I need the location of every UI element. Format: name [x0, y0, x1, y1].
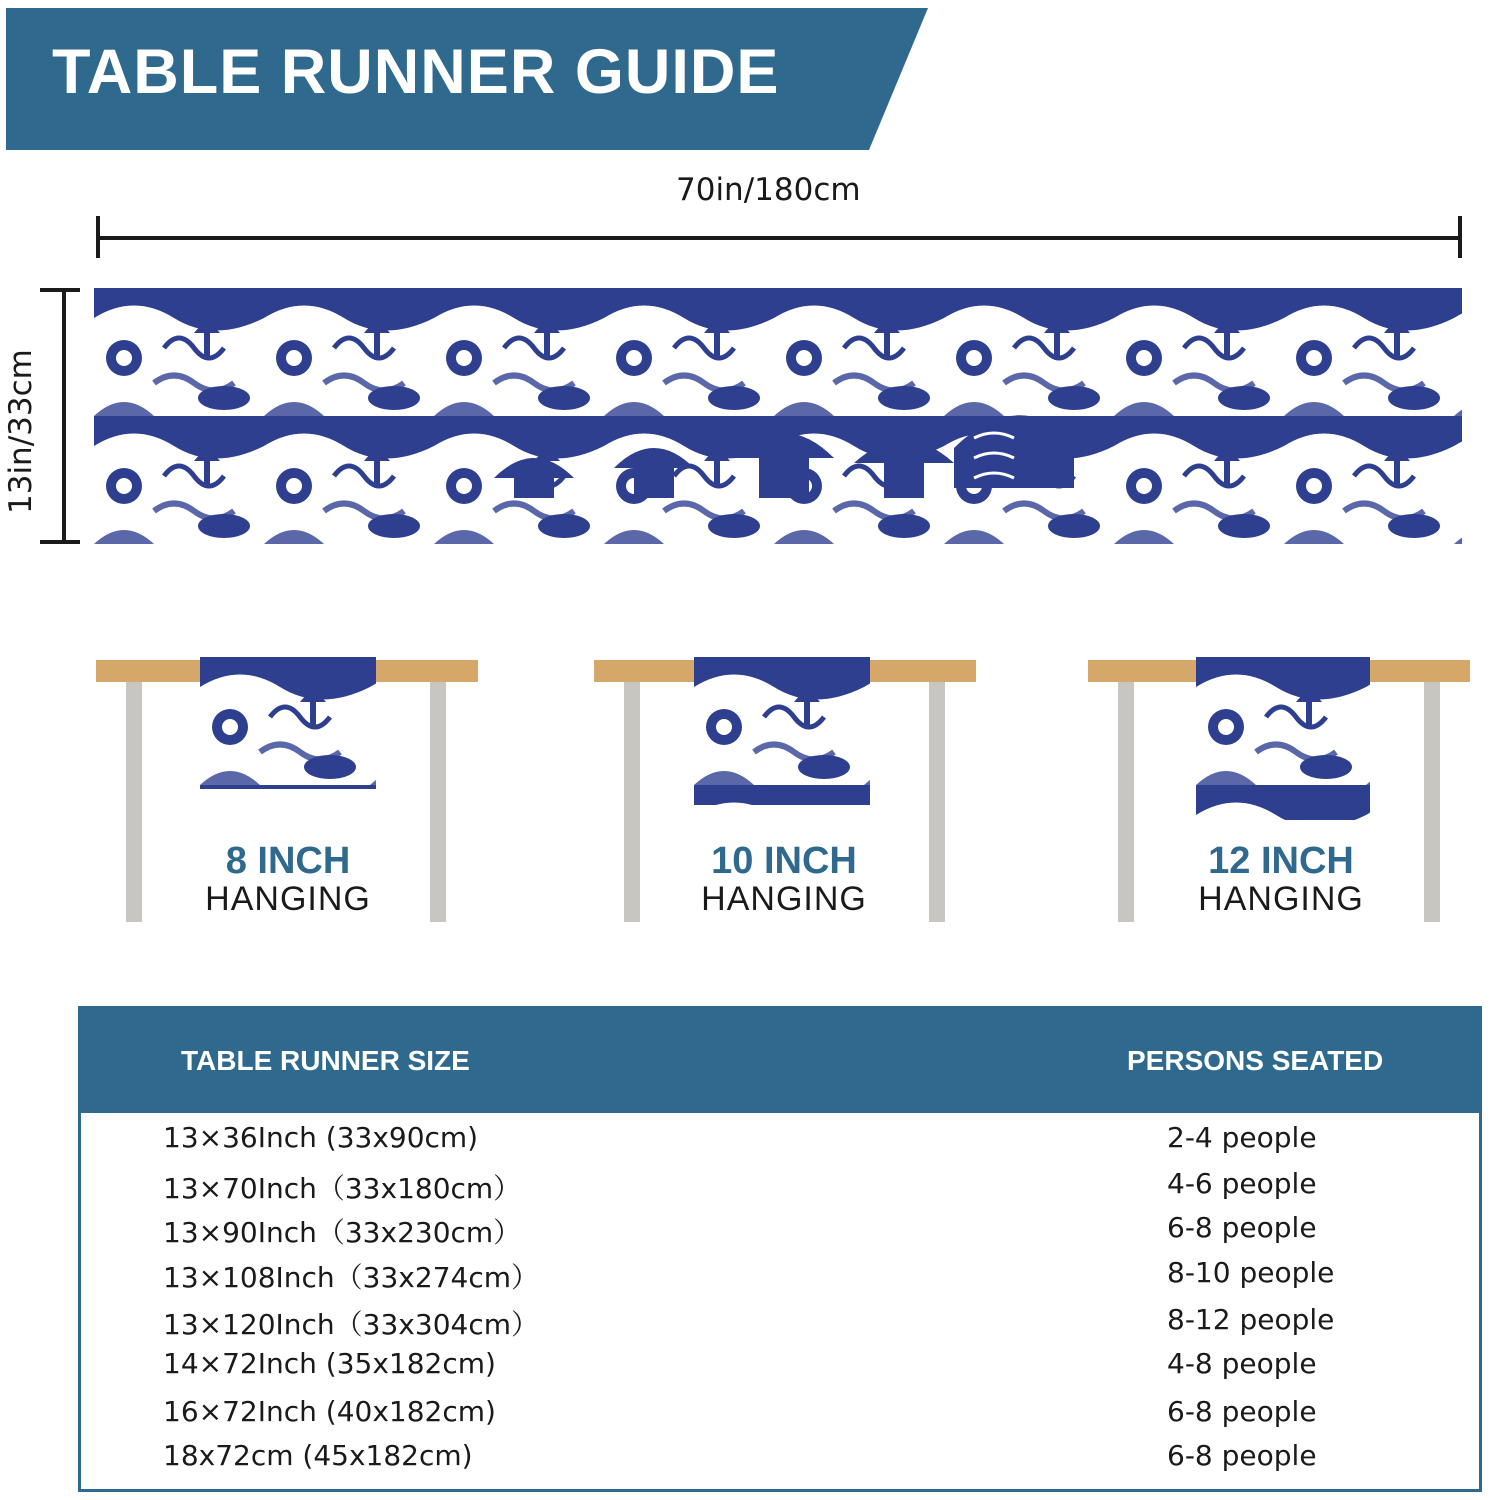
size-table-header [81, 1009, 1479, 1113]
seated-cell: 6-8 people [1167, 1395, 1317, 1428]
seated-cell: 8-12 people [1167, 1303, 1335, 1336]
table-row [81, 1121, 1479, 1165]
size-cell: 13×70Inch（33x180cm） [163, 1172, 522, 1205]
hanging-label-12 [1151, 842, 1411, 916]
width-dimension-cap-right [1458, 216, 1462, 258]
size-cell: 14×72Inch (35x182cm) [163, 1347, 496, 1380]
table-leg-3-left [1118, 682, 1134, 922]
table-leg-2-right [929, 682, 945, 922]
table-leg-2-left [624, 682, 640, 922]
height-dimension-line [62, 288, 66, 544]
runner-drop-12-inch [1196, 657, 1370, 820]
hanging-word-12: HANGING [1198, 880, 1364, 918]
table-row [81, 1347, 1479, 1391]
size-table [78, 1006, 1482, 1492]
table-leg-1-right [430, 682, 446, 922]
hanging-word-10: HANGING [701, 880, 867, 918]
column-header-size: TABLE RUNNER SIZE [181, 1045, 470, 1076]
hanging-inch-12: 12 INCH [1208, 840, 1354, 882]
table-row [81, 1256, 1479, 1300]
width-dimension-line [96, 236, 1462, 240]
table-row [81, 1439, 1479, 1483]
size-cell: 18x72cm (45x182cm) [163, 1439, 473, 1472]
page-title: TABLE RUNNER GUIDE [52, 37, 780, 107]
table-runner-image [94, 288, 1462, 544]
table-leg-1-left [126, 682, 142, 922]
seated-cell: 6-8 people [1167, 1211, 1317, 1244]
height-dimension-cap-bottom [40, 540, 80, 544]
table-row [81, 1211, 1479, 1255]
column-header-seated: PERSONS SEATED [1127, 1045, 1384, 1076]
hanging-label-10 [654, 842, 914, 916]
seated-cell: 2-4 people [1167, 1121, 1317, 1154]
hanging-label-8 [158, 842, 418, 916]
table-row [81, 1303, 1479, 1347]
width-dimension-label: 70in/180cm [676, 172, 861, 208]
size-cell: 13×36Inch (33x90cm) [163, 1121, 479, 1154]
seated-cell: 4-8 people [1167, 1347, 1317, 1380]
seated-cell: 8-10 people [1167, 1256, 1335, 1289]
hanging-word-8: HANGING [205, 880, 371, 918]
size-cell: 13×120Inch（33x304cm） [163, 1308, 539, 1341]
runner-drop-10-inch [694, 657, 870, 805]
height-dimension-cap-top [40, 288, 80, 292]
table-row [81, 1167, 1479, 1211]
table-row [81, 1395, 1479, 1439]
seated-cell: 4-6 people [1167, 1167, 1317, 1200]
hanging-inch-10: 10 INCH [711, 840, 857, 882]
runner-drop-8-inch [200, 657, 376, 789]
hanging-inch-8: 8 INCH [225, 840, 351, 882]
table-leg-3-right [1424, 682, 1440, 922]
seated-cell: 6-8 people [1167, 1439, 1317, 1472]
height-dimension-label: 13in/33cm [3, 349, 39, 514]
size-cell: 13×108Inch（33x274cm） [163, 1261, 539, 1294]
size-cell: 16×72Inch (40x182cm) [163, 1395, 496, 1428]
size-cell: 13×90Inch（33x230cm） [163, 1216, 522, 1249]
width-dimension-cap-left [96, 216, 100, 258]
